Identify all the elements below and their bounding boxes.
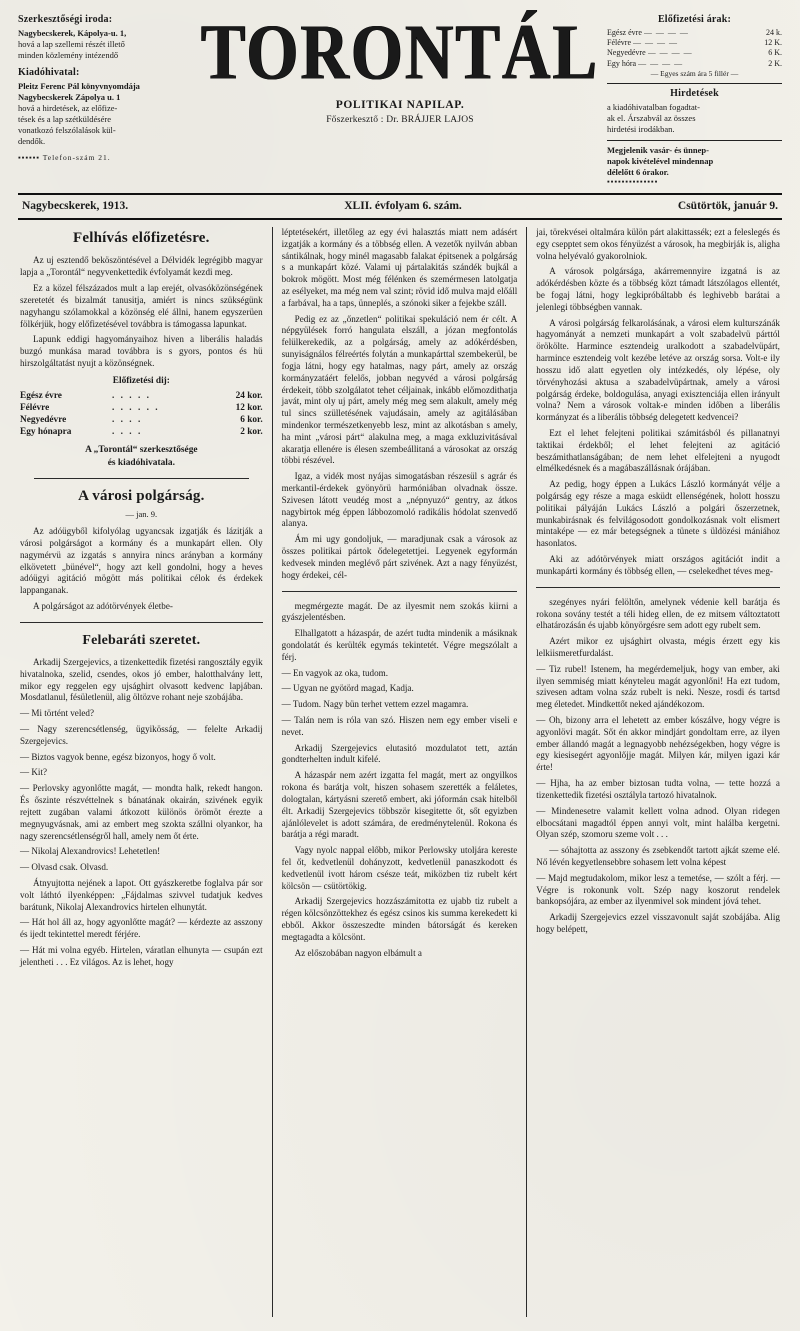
table-row (20, 402, 263, 414)
table-row (20, 390, 263, 402)
paragraph: Átnyujtotta nejének a lapot. Ott gyászkeretbe foglalva pár sor volt láthtó ilyenképpen: „Fájdalmas szivvel tudatjuk kedves barátunk, Nikolaj Alexandrovics hirtelen elhunytát. (20, 877, 263, 912)
dialogue-line: — En vagyok az oka, tudom. (281, 667, 388, 678)
price-label: Egy hónapra (20, 427, 72, 438)
price-label: Egy hóra (607, 58, 637, 68)
paragraph: Arkadij Szergejevics, a tizenkettedik fizetési rangosztály egyik hivatalnoka, szelid, csendes, okos jó ember, halotthalvány lett, mikor egy reggelen egy ujsághirt olvasott kedvenc lapjában. Mosdatlanul, fésületlenül, alig öltözve rohant neje szobájába. (20, 656, 263, 703)
paragraph: Ez a közel félszázados mult a lap erejét, olvasóközönségének szeretetét és bizalmát tanusitja, amiért is nincs szükségünk nagyhangu szólamokkal a közönség elé állni, hanem egyszerüen fölkérjük, hogy előfizetésével továbbra is támogassa lapunkat. (20, 283, 263, 329)
price-dots: . . . . (112, 427, 143, 438)
signoff-line-2: és kiadóhivatala. (107, 457, 175, 468)
price-value: 24 k. (766, 27, 782, 37)
paragraph: Ezt el lehet felejteni politikai számitásból és pillanatnyi taktikai érdekből; el lehet felejteni az agitáció beszámithatlanságában; de nem lehet elfelejteni a nyugodt elmélkedésnek és a magábaszállásnak órájában. (536, 427, 780, 474)
publishing-office-line-5: vonatkozó felszólalások kül- (18, 124, 116, 135)
masthead-left (18, 14, 193, 187)
feuilleton-separator (20, 622, 263, 623)
price-value: 2 K. (768, 58, 782, 68)
newspaper-logo: TORONTÁL (200, 8, 600, 97)
price-row (607, 38, 782, 48)
article-title-brotherly-love: Felebaráti szeretet. (82, 632, 201, 648)
column-separator (282, 591, 518, 592)
publication-note-1: Megjelenik vasár- és ünnep- (607, 144, 709, 155)
paragraph: Az uj esztendő beköszöntésével a Délvidék legrégibb magyar lapja a „Torontál“ negyvenkettedik évfolyamát kezdi meg. (20, 255, 263, 278)
article-dateline: — jan. 9. (125, 509, 158, 520)
ads-line-1: a kiadóhivatalban fogadtat- (607, 102, 700, 113)
masthead-right (607, 14, 782, 187)
article-title-city-bourgeoisie: A városi polgárság. (78, 487, 205, 504)
paragraph: Az adóügyből kifolyólag ugyancsak izgatják és lázitják a városi polgárságot a kormány és a munkapárt ellen. Oly nagymérvü az izgatás s annyira nincs arányban a kormány elkövetett „bünével“, hogy azt kell gondolni, hogy a heves adóügyi agitáció mögött más politikai célok és érdekek lappanganak. (20, 526, 263, 596)
column-2 (273, 227, 528, 1317)
price-label: Félévre (607, 38, 631, 48)
editorial-office-block (18, 14, 193, 60)
publishing-office-line-4: tések és a lap szétküldésére (18, 113, 111, 124)
dialogue-line: — Hát hol áll az, hogy agyonlőtte magát? — kérdezte az asszony és ijedt tekintettel meredt férjére. (20, 917, 263, 940)
dialogue-line: — Perlovsky agyonlőtte magát, — mondta halk, rekedt hangon. És őszinte részvéttelnek s bánatának okairán, szivének egyik rejtett zugában valami átkozott különös örömöt érezte a megnyugvásnak, ami az embert meg szokta szállni olyankor, ha nagy szerencsétlenségről hall, amely nem őt érte. (20, 783, 263, 841)
dialogue-line: — Biztos vagyok benne, egész bizonyos, hogy ő volt. (20, 751, 216, 762)
dialogue-line: — Majd megtudakolom, mikor lesz a temetése, — szólt a férj. — Végre is rokonunk volt. Szép nagy koszorut rendelek bankopsójára, az ember az ilyenmivel sok mindent jóvá tehet. (536, 872, 780, 907)
price-row (607, 59, 782, 69)
dialogue-line: — Olvasd csak. Olvasd. (20, 862, 109, 873)
price-label: Félévre (20, 402, 50, 413)
paragraph: Pedig ez az „őnzetlen“ politikai spekuláció nem ér célt. A népgyülések forró hangulata elszáll, a józan megfontolás felülkerekedik, az a polgárság, amely az adókérdésben, sunyiságnálos félreértés folytán a munkapárttal szembekerül, be fogja látni, hogy egy hatalmas, nagy párt, amely az ország kormányzatáért felelős, jobban negyvéd a városi polgárság érdekeit, több szolgálatot tehet céljainak, inkább előmozdithatja javát, mint oly uj párt, amely még meg sem alakult, amely még tul sincs szülletésének vajudásain, amely az agitálásában mindenkor természetkenyebb lesz, mint az alkotásban s amely, ha mint „városi párt“ alakulna meg, a maga exkluzivitásával akaratja ellenére is élesen szembeállitaná a városokat az ország többi részével. (281, 313, 518, 466)
paragraph: szegényes nyári felöltőn, amelynek védenie kell barátja és rokona sovány testét a téli hideg ellen, de ez mitsem változtatott elhatározásán és ujabb könyörgésre sem adott egy rubelt sem. (536, 596, 780, 631)
paragraph: Arkadij Szergejevics ezzel visszavonult saját szobájába. Alig hogy belépett, (536, 912, 780, 935)
paragraph: A városok polgársága, akárremennyire izgatná is az adókérdésben közte és a többség közt támadt látszólagos ellentét, be fogaj látni, hogy legkipróbáltabb és leghivebb barátai a jelenlegi többségben vannak. (536, 266, 780, 312)
masthead-divider (607, 83, 782, 84)
paragraph: léptetésekért, illetőleg az egy évi halasztás miatt nem adásért izgatják a kormány és a többség ellen. A vezetők nyilván abban sántikálnak, hogy minél magasabb falakat épitsenek a polgárság s a munkapárt közé. Valami uj pártalakitás szándék bujkál a bokrok mögött. Most még félénken és szemérmesen latolgatja az esélyeket, ma még nem val szint; rövid idő mulva majd előáll a farbával, ha a taps, ünneplés, a szónoki siker a fejekbe száll. (281, 226, 518, 308)
issue-place-year: Nagybecskerek, 1913. (22, 199, 129, 212)
paragraph: — sóhajtotta az asszony és zsebkendőt tartott ajkát szeme elé. Nő lévén kegyetlensebbre sohasem lett volna képest (536, 845, 780, 867)
paragraph: Arkadij Szergejevics hozzászámitotta ez ujabb tiz rubelt a régen kölcsönzöttekhez és egész csinos kis summa kerekedett ki ebből. Akkor összeszedte minden bátorságát és kereken megtagadta a kölcsönt. (281, 896, 518, 942)
price-dots: — — — — (647, 48, 693, 58)
masthead-center (193, 8, 607, 187)
paragraph: jai, törekvései oltalmára külön párt alakittassék; ezt a feleslegés és egy csepptet sem okos fényüzést a városok, ha megbirják is, aligha volna helyévaló gyakorolniok. (536, 226, 780, 261)
publishing-office-line-1: Pleitz Ferenc Pál könyvnyomdája (18, 81, 140, 92)
paragraph: A polgárságot az adótörvények életbe- (33, 600, 173, 611)
subscription-price-title: Előfizetési dij: (112, 375, 170, 386)
dialogue-line: — Nikolaj Alexandrovics! Lehetetlen! (20, 846, 161, 857)
publishing-office-line-6: dendők. (18, 135, 46, 146)
paragraph: Igaz, a vidék most nyájas simogatásban részesül s agrár és merkantil-érdekek gyönyörü harmóniában olvadnak össze. Szivesen látott veudég most a „népnyuzó“ gentry, az átkos nagybirtok még éppen lábbozomoló radikális hódolat szenvedő alanya. (281, 471, 518, 529)
article-title-subscription-call: Felhívás előfizetésre. (73, 229, 210, 246)
masthead (18, 8, 782, 195)
ads-line-3: hirdetési irodákban. (607, 123, 675, 134)
price-value: 24 kor. (235, 390, 263, 401)
dialogue-line: — Ugyan ne gyötörd magad, Kadja. (281, 683, 414, 694)
editorial-office-line-3: minden közlemény intézendő (18, 49, 119, 60)
article-columns (18, 227, 782, 1317)
price-dots: — — — — (633, 38, 678, 48)
column-separator (536, 587, 780, 588)
price-label: Negyedévre (20, 415, 67, 426)
price-value: 6 K. (768, 48, 782, 58)
price-value: 6 kor. (240, 415, 263, 426)
subscription-price-table (20, 375, 263, 438)
price-value: 2 kor. (240, 427, 263, 438)
price-dots: . . . . . (112, 390, 151, 401)
dialogue-line: — Talán nem is róla van szó. Hiszen nem egy ember viseli e nevet. (281, 715, 518, 737)
single-copy-price: — Egyes szám ára 5 fillér — (650, 68, 739, 78)
paragraph: Az pedig, hogy éppen a Lukács László kormányát vélje a polgárság egy része a maga esküdt ellenségének, holott hosszu politikai pályáján Lukács László a polgári őszerzetnek, munkabirásnak és felvilágosodott gondolkozásnak volt elismert mintaképe — ez már betegségnek a tünete s üldözési mániához hasonlatos. (536, 479, 780, 549)
ads-line-2: ak el. Árszabvál az összes (607, 113, 696, 123)
paragraph: Elhallgatott a házaspár, de azért tudta mindenik a másiknak gondolatát és kerülték egymás tekintetét. Végre megszólalt a férj. (281, 628, 518, 662)
paragraph: A házaspár nem azért izgatta fel magát, mert az ongyilkos rokona és barátja volt, hiszen sohasem szerették a feláletes, dologtalan, kártyásni szerető embert, aki jóformán csak hitelből élt. Arkadij Szergejevics többször kisegitette őt, sőt egyizben ajánlólevelet is adott számára, de eredménytelenül. Rokona és barátja a régi maradt. (281, 770, 518, 840)
advertisements-title: Hirdetések (670, 88, 719, 100)
paragraph: Arkadij Szergejevics elutasitó mozdulatot tett, aztán gondterhelten indult kifelé. (281, 742, 518, 765)
dialogue-line: — Tiz rubel! Istenem, ha megérdemeljuk, hogy van ember, aki ilyen semmiség miatt kényteleu magát agyonlőni! Ha ezt tudom, szivesen adtam volna száz rubelt is neki. Nesze, rosdi és tartsd meg életedet. Mindkettőt neked ajándékozom. (536, 663, 780, 710)
paragraph: Az előszobában nagyon elbámult a (294, 947, 422, 958)
masthead-divider-2 (607, 140, 782, 141)
issue-date: Csütörtök, január 9. (677, 199, 778, 212)
paragraph: Lapunk eddigi hagyományaihoz hiven a liberális haladás buzgó munkása marad továbbra is s gyors, pontos és hü hirszolgáltatást nyujt a közönségnek. (20, 334, 263, 368)
publishing-office-line-3: hová a hirdetések, az előfize- (18, 102, 118, 113)
paragraph: Vagy nyolc nappal előbb, mikor Perlowsky utoljára kereste fel őt, kedvetlenül dohányzott, kedvetlenül panaszkodott és kedvetlenül ivott három csésze teát, miközben tiz rubelt kért kölcsön — csütörtökig. (281, 845, 518, 891)
subscription-prices-title: Előfizetési árak: (657, 14, 732, 25)
masthead-ornament: ▪▪▪▪▪▪▪▪▪▪▪▪▪▪ (607, 177, 659, 187)
price-value: 12 K. (764, 38, 782, 48)
dialogue-line: — Mindenesetre valamit kellett volna adnod. Olyan ridegen elbocsátani magadtól éppen annyi volt, mint halálba kergetni. Olyan szép, szomoru szeme volt . . . (536, 805, 780, 840)
publication-note-3: délelőtt 6 órakor. (607, 166, 669, 177)
price-value: 12 kor. (235, 402, 263, 413)
paragraph: Ám mi ugy gondoljuk, — maradjunak csak a városok az összes politikai pártok ődelegetettjei. Legyenek egyformán kedvesek minden meglévő párt szivének. Azt a nagy fényüzést, hogy érdekei, cél- (281, 534, 518, 580)
price-label: Egész évre (607, 27, 642, 37)
issue-volume-number: XLII. évfolyam 6. szám. (344, 199, 462, 212)
price-dots: — — — — (638, 58, 684, 68)
publishing-office-title: Kiadóhivatal: (18, 67, 80, 79)
telephone-text: Telefon-szám 21. (42, 153, 111, 163)
dialogue-line: — Oh, bizony arra el lehetett az ember kószálve, hogy végre is agyonlövi magát. Sőt én akkor mindjárt gondoltam erre, az ilyen ember állandó magát a legnagyobb nehézségekben, hogy végre is egy kiesisegért agyonlőjje magát. Milyen kár, milyen igazi kár érte! (536, 715, 780, 773)
price-row (607, 28, 782, 38)
newspaper-subtitle: POLITIKAI NAPILAP. (335, 98, 465, 111)
price-dots: . . . . . . (112, 402, 160, 413)
editorial-office-line-2: hová a lap szellemi részét illető (18, 38, 125, 49)
dialogue-line: — Hát mi volna egyéb. Hirtelen, váratlan elhunyta — csupán ezt jelentheti . . . Ez világos. Az is lehet, hogy (20, 945, 263, 967)
paragraph: Aki az adótörvények miatt országos agitációt indit a munkapárti kormány és többség ellen, — cselekedhet téves meg- (536, 554, 780, 576)
issue-bar (18, 195, 782, 220)
column-3 (527, 227, 782, 1317)
dialogue-line: — Kit? (20, 767, 48, 778)
signoff-line-1: A „Torontál“ szerkesztősége (85, 445, 198, 456)
price-label: Negyedévre (607, 48, 646, 58)
price-row (607, 48, 782, 58)
price-label: Egész évre (20, 390, 62, 401)
table-row (20, 414, 263, 426)
article-separator (34, 478, 249, 479)
publication-note-2: napok kivételével mindennap (607, 155, 714, 166)
table-row (20, 426, 263, 438)
paragraph: megmérgezte magát. De az ilyesmit nem szokás kiirni a gyászjelentésben. (281, 600, 518, 623)
price-dots: . . . . (112, 415, 143, 426)
price-dots: — — — — (643, 27, 689, 37)
editor-in-chief: Főszerkesztő : Dr. BRÁJJER LAJOS (326, 114, 474, 125)
dialogue-line: — Hjha, ha az ember biztosan tudta volna, — tette hozzá a tizenkettedik fizetési osztályla tartozó hivatalnok. (536, 778, 780, 800)
publishing-office-block (18, 67, 193, 146)
column-1 (18, 227, 273, 1317)
telephone-line: ▪▪▪▪▪▪ Telefon-szám 21. (18, 153, 111, 163)
paragraph: Azért mikor ez ujsághirt olvasta, mégis érzett egy kis lelkiismeretfurdalást. (536, 636, 780, 658)
paragraph: A városi polgárság felkarolásának, a városi elem kulturszánák hagyományát a nemzeti munkapárt a volt szabadelvü párttól örökölte. Harmince esztendeig uralkodott a szabadelvüpárt, harmince esztendeig volt kezébe letéve az ország sorsa. Volt-e ily hosszu idő alatt egyetlen oly intézkedés, oly lépése, oly törvényhozási aktusa a szabadelvüpártnak, amely a városi polgárság érdeke, boldogulása, anyagi exisztenciája ellen irányult volna? Nem a városok voltak-e minden időben a liberális kormányzat és a liberális többség delegetett kedvencei? (536, 317, 780, 423)
article-signoff (20, 444, 263, 469)
dialogue-line: — Tudom. Nagy bün terhet vettem ezzel magamra. (281, 699, 469, 710)
dialogue-line: — Nagy szerencsétlenség, ügyikösság, — felelte Arkadij Szergejevics. (20, 724, 263, 746)
editorial-office-title: Szerkesztőségi iroda: (18, 14, 113, 25)
dialogue-line: — Mi történt veled? (20, 708, 94, 719)
editorial-office-line-1: Nagybecskerek, Kápolya-u. 1, (18, 27, 127, 38)
publishing-office-line-2: Nagybecskerek Zápolya u. 1 (18, 92, 121, 103)
